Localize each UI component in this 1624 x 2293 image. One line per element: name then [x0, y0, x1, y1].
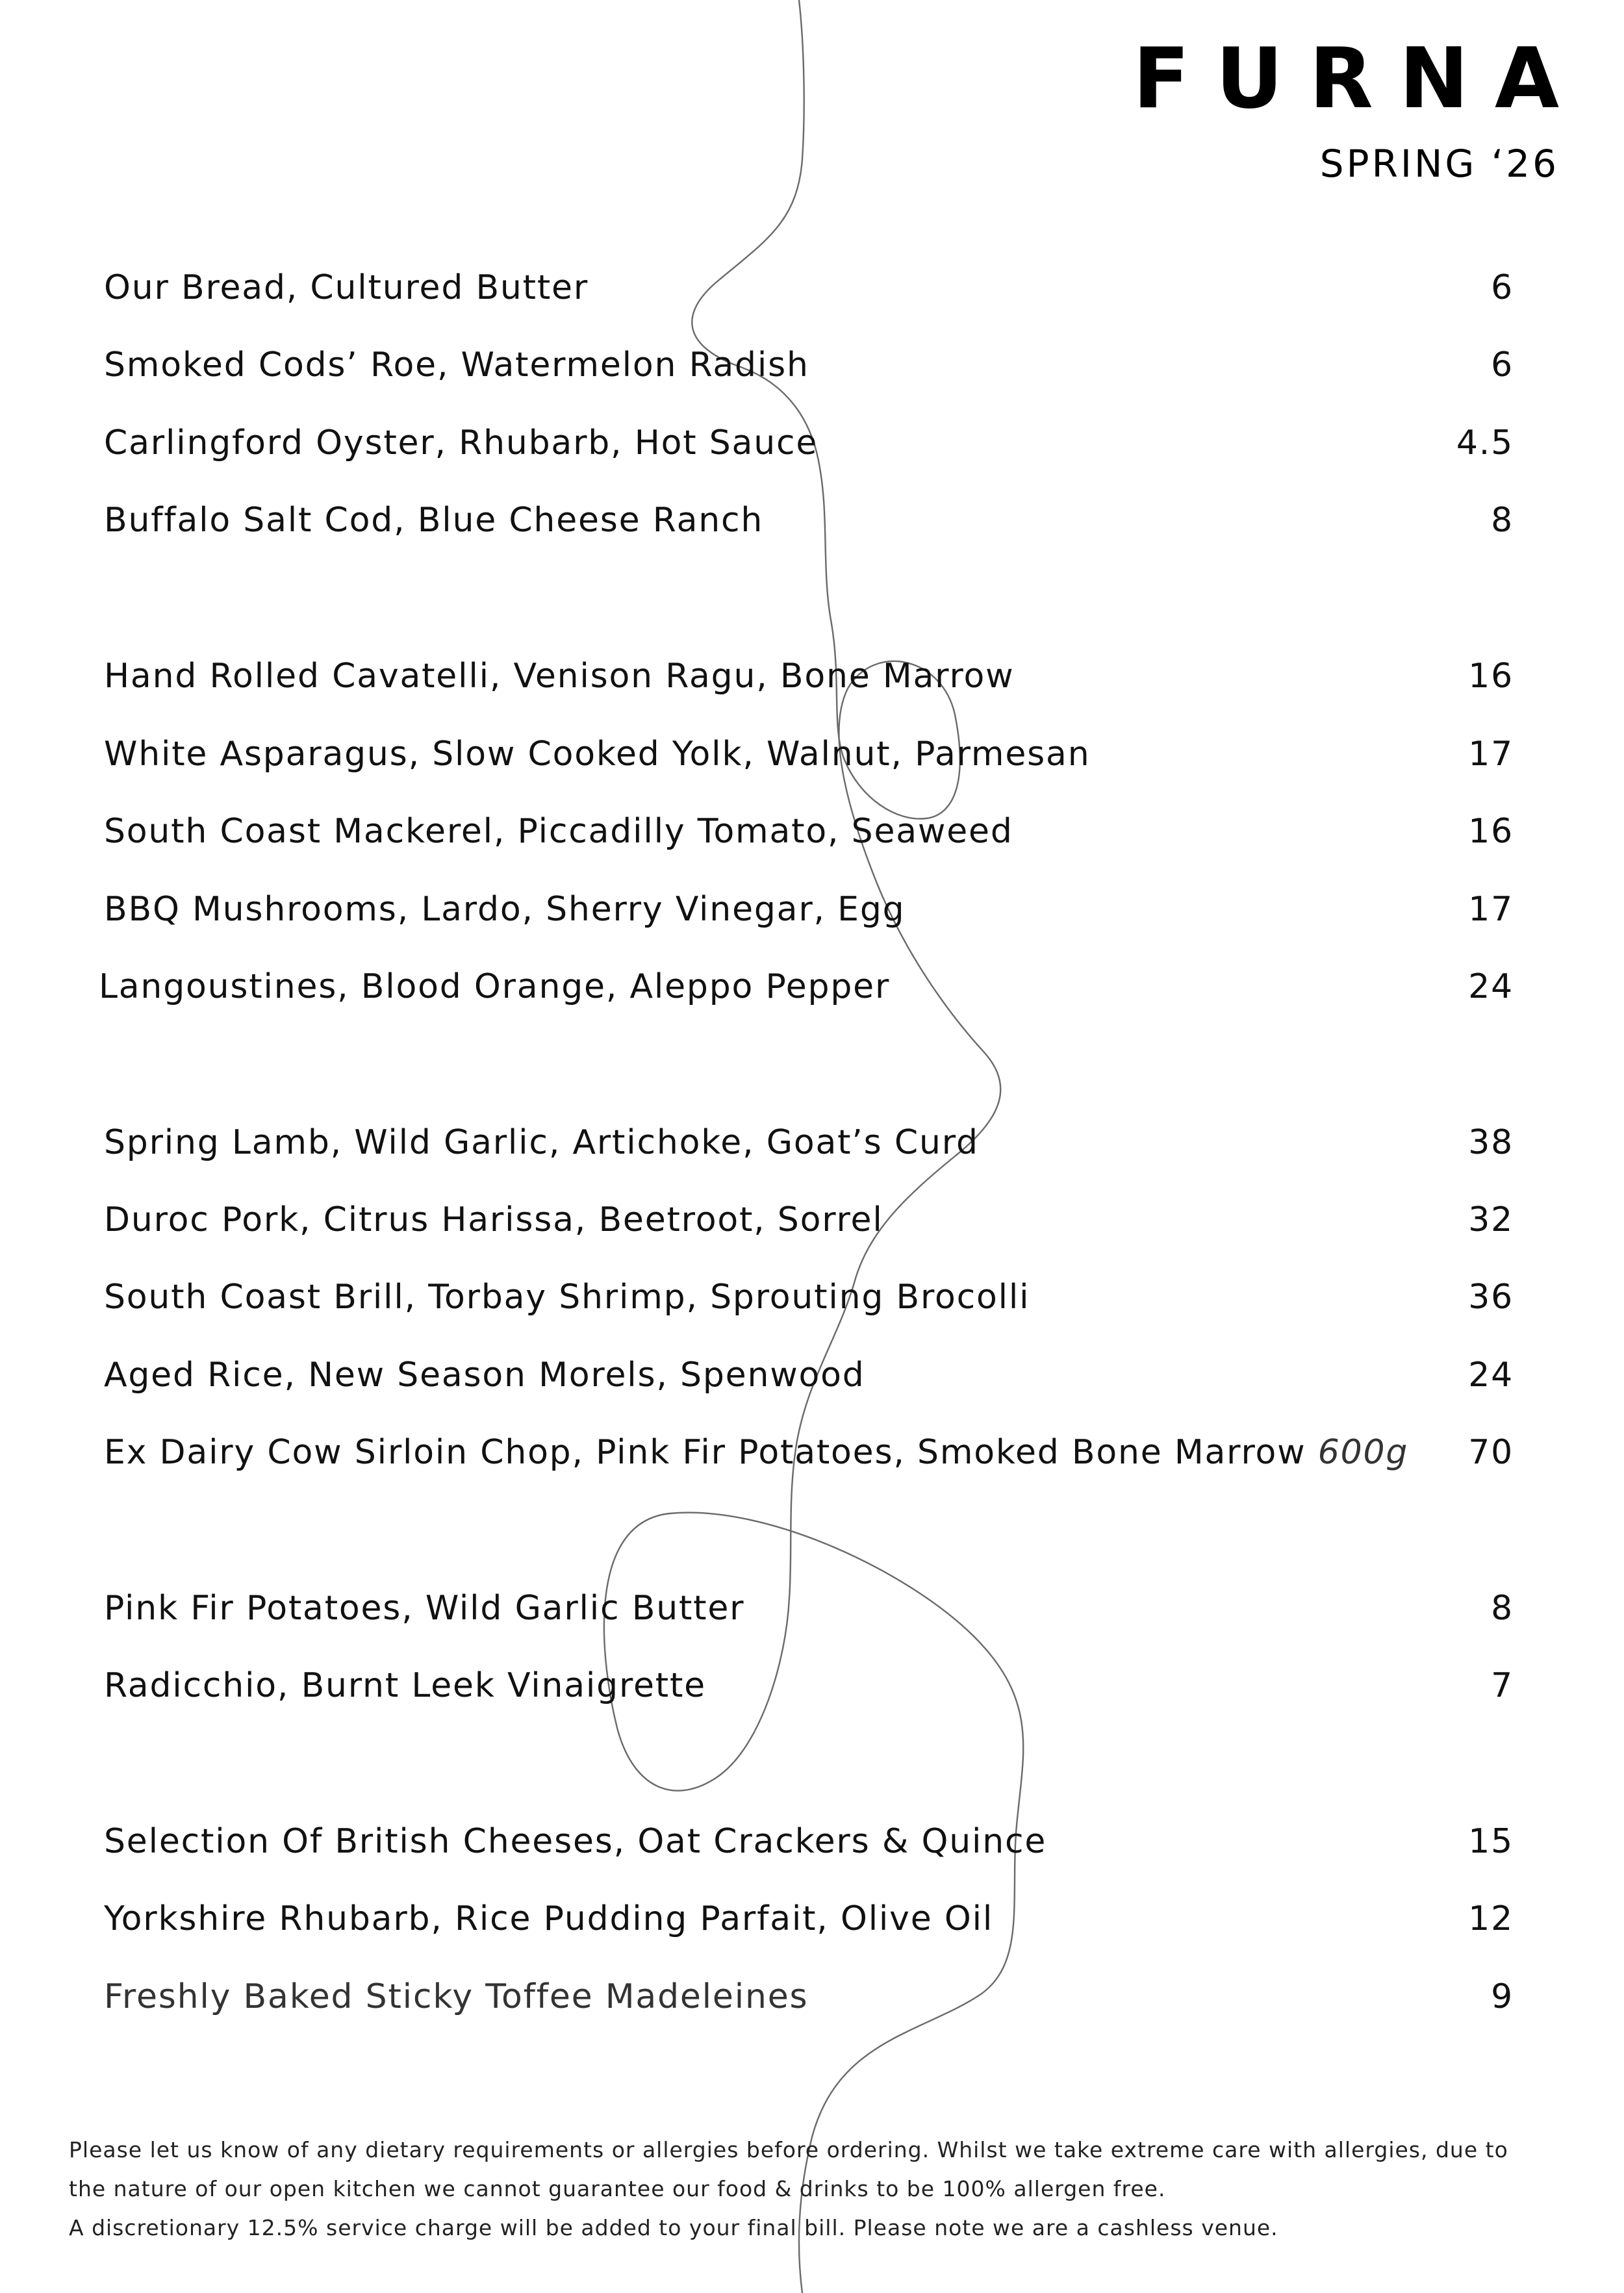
item-name: BBQ Mushrooms, Lardo, Sherry Vinegar, Egg	[104, 890, 906, 929]
item-price: 8	[1491, 501, 1514, 540]
menu-item	[104, 1971, 1514, 2023]
menu-item	[104, 339, 1514, 391]
menu-item	[104, 1893, 1514, 1945]
item-name: Langoustines, Blood Orange, Aleppo Pepper	[99, 967, 891, 1006]
item-price: 9	[1491, 1977, 1514, 2016]
item-name: White Asparagus, Slow Cooked Yolk, Walnut, Parmesan	[104, 735, 1091, 774]
item-price: 12	[1468, 1899, 1514, 1938]
allergy-notice	[69, 2131, 1576, 2248]
item-name: Selection Of British Cheeses, Oat Crackers & Quince	[104, 1822, 1047, 1861]
menu-item	[104, 1816, 1514, 1868]
item-price: 8	[1491, 1589, 1514, 1628]
menu-item	[104, 805, 1514, 857]
menu-item	[104, 1426, 1514, 1478]
menu-item	[104, 1271, 1514, 1323]
item-price: 17	[1468, 735, 1514, 774]
menu-item	[104, 494, 1514, 546]
item-name: Carlingford Oyster, Rhubarb, Hot Sauce	[104, 424, 818, 462]
menu-item	[104, 1194, 1514, 1246]
footer-line: A discretionary 12.5% service charge will be added to your final bill. Please note we are a cashless venue.	[69, 2215, 1278, 2240]
footer-line: Please let us know of any dietary requirements or allergies before ordering. Whilst we take extreme care with allergies, due to	[69, 2137, 1508, 2162]
menu-item	[104, 883, 1514, 935]
menu-item	[104, 1349, 1514, 1401]
item-name: Spring Lamb, Wild Garlic, Artichoke, Goat’s Curd	[104, 1123, 979, 1162]
item-weight: 600g	[1317, 1433, 1409, 1472]
item-price: 70	[1468, 1433, 1514, 1472]
menu-item	[104, 728, 1514, 780]
item-price: 17	[1468, 890, 1514, 929]
item-name: South Coast Brill, Torbay Shrimp, Sprouting Brocolli	[104, 1278, 1030, 1317]
item-name: Buffalo Salt Cod, Blue Cheese Ranch	[104, 501, 764, 540]
item-name: Yorkshire Rhubarb, Rice Pudding Parfait, Olive Oil	[104, 1899, 994, 1938]
item-price: 16	[1468, 657, 1514, 696]
item-price: 24	[1468, 1356, 1514, 1395]
item-price: 7	[1491, 1666, 1514, 1705]
menu-item	[104, 1582, 1514, 1634]
item-name: Our Bread, Cultured Butter	[104, 268, 589, 307]
item-name	[104, 1433, 1408, 1472]
footer-line: the nature of our open kitchen we cannot guarantee our food & drinks to be 100% allergen free.	[69, 2176, 1166, 2201]
menu-item	[104, 417, 1514, 469]
item-price: 38	[1468, 1123, 1514, 1162]
item-price: 6	[1491, 268, 1514, 307]
menu-item	[104, 1117, 1514, 1169]
item-price: 6	[1491, 346, 1514, 385]
menu-item	[104, 1660, 1514, 1712]
item-name: Aged Rice, New Season Morels, Spenwood	[104, 1356, 865, 1395]
item-price: 4.5	[1456, 424, 1514, 462]
brand-logo: FURNA	[1132, 31, 1585, 127]
item-name: Duroc Pork, Citrus Harissa, Beetroot, Sorrel	[104, 1200, 883, 1239]
item-price: 36	[1468, 1278, 1514, 1317]
item-price: 15	[1468, 1822, 1514, 1861]
item-price: 32	[1468, 1200, 1514, 1239]
menu-item	[104, 262, 1514, 314]
season-label: SPRING ‘26	[1319, 142, 1559, 186]
menu-item	[104, 650, 1514, 702]
menu-item	[99, 961, 1514, 1013]
item-name: Hand Rolled Cavatelli, Venison Ragu, Bone Marrow	[104, 657, 1015, 696]
item-name: Radicchio, Burnt Leek Vinaigrette	[104, 1666, 706, 1705]
item-name: South Coast Mackerel, Piccadilly Tomato, Seaweed	[104, 812, 1013, 851]
item-price: 24	[1468, 967, 1514, 1006]
item-name: Pink Fir Potatoes, Wild Garlic Butter	[104, 1589, 745, 1628]
item-name: Smoked Cods’ Roe, Watermelon Radish	[104, 346, 809, 385]
item-price: 16	[1468, 812, 1514, 851]
item-name-text: Ex Dairy Cow Sirloin Chop, Pink Fir Potatoes, Smoked Bone Marrow	[104, 1433, 1306, 1472]
item-name: Freshly Baked Sticky Toffee Madeleines	[104, 1977, 809, 2016]
